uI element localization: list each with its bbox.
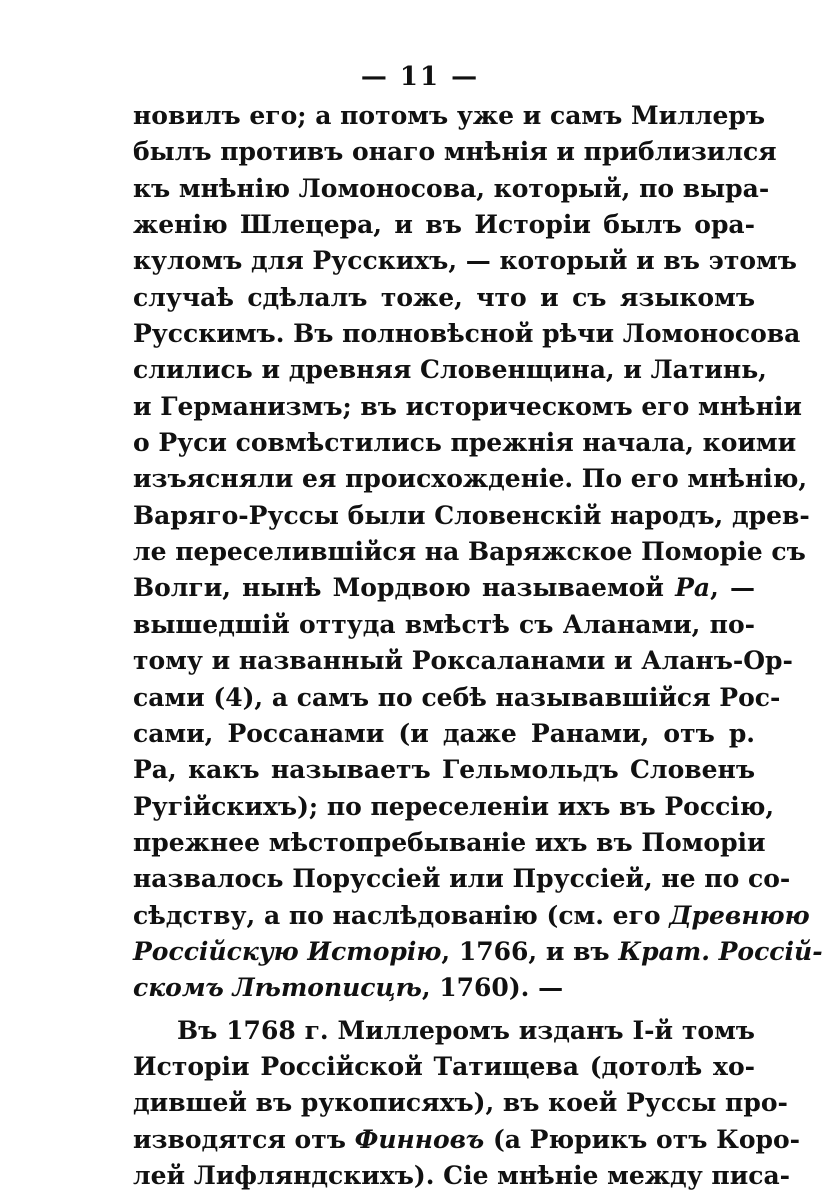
italic-title: Крат. Россій- — [618, 936, 823, 966]
text-line: былъ противъ онаго мнѣнія и приблизился — [133, 137, 777, 167]
text-line: Варяго-Руссы были Словенскій народъ, древ- — [133, 500, 810, 530]
text-line: Русскимъ. Въ полновѣсной рѣчи Ломоносова — [133, 319, 801, 349]
text-line: Ра, какъ называетъ Гельмольдъ Словенъ — [133, 755, 755, 785]
text-line: ле переселившійся на Варяжское Поморіе съ — [133, 537, 806, 567]
text-line: изводятся отъ Финновъ (а Рюрикъ отъ Коро- — [133, 1124, 801, 1154]
text-line: тому и названный Роксаланами и Аланъ-Ор- — [133, 646, 793, 676]
text-line: о Руси совмѣстились прежнія начала, коими — [133, 428, 797, 458]
text-line: слились и древняя Словенщина, и Латинь, — [133, 355, 767, 385]
text-line: сѣдству, а по наслѣдованію (см. его Древнюю — [133, 900, 810, 930]
text-line: Россійскую Исторію, 1766, и въ Крат. Россій- — [133, 936, 823, 966]
text-line: сами, Россанами (и даже Ранами, отъ р. — [133, 718, 755, 748]
text-line: Волги, нынѣ Мордвою называемой Ра, — — [133, 573, 755, 603]
text-line: Исторіи Россійской Татищева (дотолѣ хо- — [133, 1051, 755, 1081]
text-line: вышедшій оттуда вмѣстѣ съ Аланами, по- — [133, 609, 755, 639]
text-line: къ мнѣнію Ломоносова, который, по выра- — [133, 173, 770, 203]
text-line: Въ 1768 г. Миллеромъ изданъ I-й томъ — [177, 1015, 755, 1045]
text-line: прежнее мѣстопребываніе ихъ въ Поморіи — [133, 827, 766, 857]
italic-title: Древнюю — [669, 900, 810, 930]
text-line: изъясняли ея происхожденіе. По его мнѣнію, — [133, 464, 808, 494]
text-line: скомъ Лѣтописцѣ, 1760). — — [133, 973, 564, 1003]
text-line: женію Шлецера, и въ Исторіи былъ ора- — [133, 210, 755, 240]
text-line: случаѣ сдѣлалъ тоже, что и съ языкомъ — [133, 282, 755, 312]
italic-term: Финновъ — [354, 1124, 485, 1154]
text-line: новилъ его; а потомъ уже и самъ Миллеръ — [133, 101, 766, 130]
italic-title: Россійскую Исторію — [133, 936, 442, 966]
text-line: куломъ для Русскихъ, — который и въ этомъ — [133, 246, 797, 276]
text-line: и Германизмъ; въ историческомъ его мнѣніи — [133, 391, 802, 421]
body-text — [133, 98, 823, 1194]
text-line: дившей въ рукописяхъ), въ коей Руссы про- — [133, 1088, 788, 1118]
text-line: Ругійскихъ); по переселеніи ихъ въ Россію, — [133, 791, 775, 821]
italic-title: скомъ Лѣтописцѣ — [133, 973, 422, 1003]
text-line: лей Лифляндскихъ). Сіе мнѣніе между писа- — [133, 1160, 791, 1190]
page-number: — 11 — — [360, 62, 480, 92]
text-line: назвалось Поруссіей или Пруссіей, не по со- — [133, 864, 791, 894]
italic-term: Ра — [675, 573, 711, 603]
text-line: сами (4), а самъ по себѣ называвшійся Рос- — [133, 682, 781, 712]
